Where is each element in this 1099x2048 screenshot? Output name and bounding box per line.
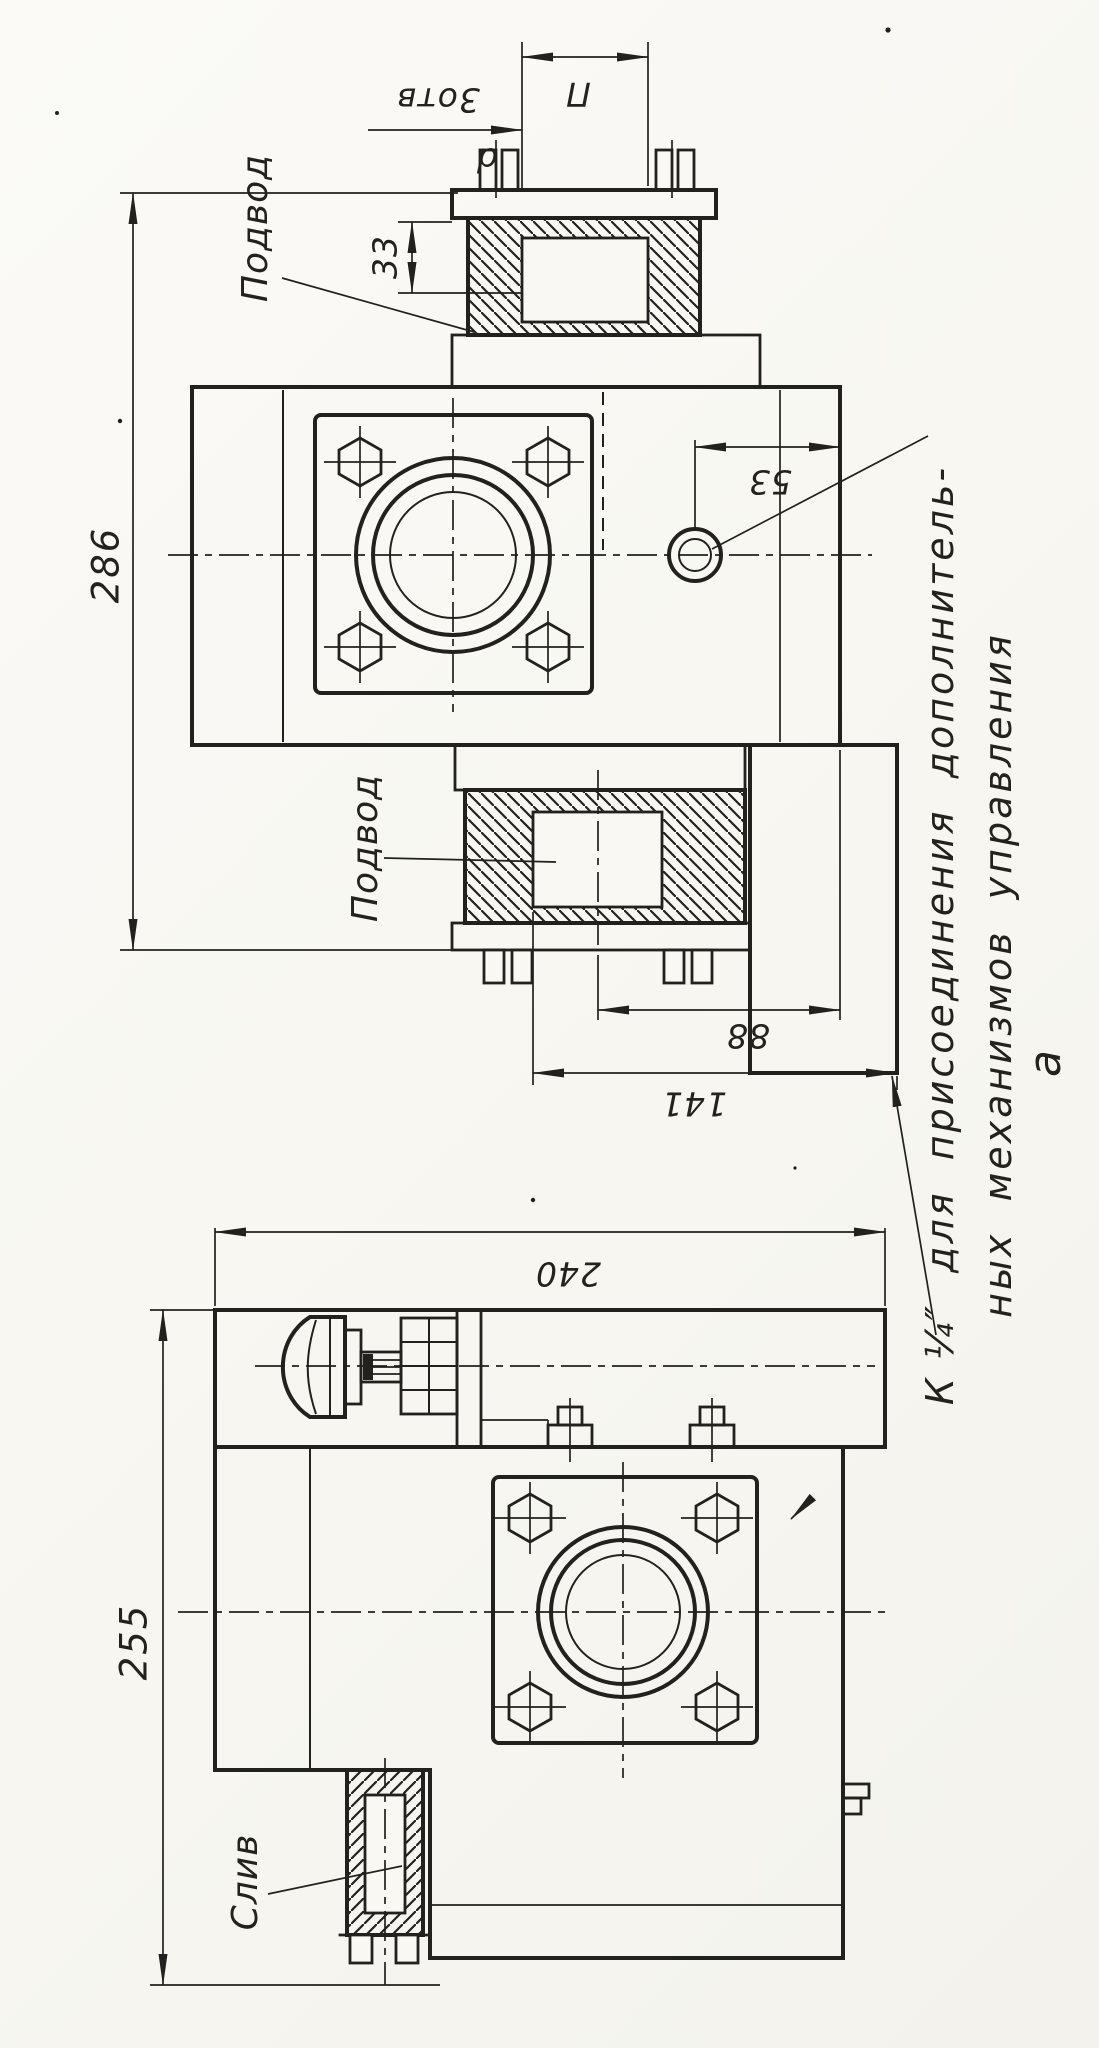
lower-body-outline [215,1310,885,1958]
lower-flange [178,1462,890,1778]
dim-holes-note: 3отв [396,80,480,120]
port-label-drain: Слив [225,1833,266,1931]
side-plug [843,1784,869,1814]
dim-flange-depth: 33 [365,235,405,279]
figure-sublabel: а [1020,1047,1071,1077]
dim-overall-width-lower: 240 [535,1254,601,1294]
port-label-supply-top: Подвод [235,153,276,303]
dim-overall-height-lower: 255 [112,1603,156,1681]
step-studs [548,1398,734,1462]
podvod-top-leader [282,278,474,332]
lower-view-linework [178,1310,890,1985]
dim-port-to-edge: 88 [726,1016,770,1056]
dim-overall-height-upper: 286 [84,526,128,604]
dim-overall-width-upper: 141 [661,1084,727,1124]
port-label-supply-bottom: Подвод [345,773,386,923]
dim-hole-diameter: d [476,140,498,180]
dim-port-offset: 53 [748,462,792,502]
handwheel-assembly [255,1310,875,1447]
main-body-block [168,387,872,745]
right-foot-block [750,745,897,1073]
figure-caption-line2: ных механизмов управления [976,632,1020,1318]
dim-bore-width: П [565,74,591,114]
top-port-section [452,140,760,387]
drain-port-section [340,1758,430,1985]
figure-caption-line1: К ¼″ для присоединения дополнитель- [918,464,962,1406]
bottom-port-section [452,745,750,983]
caption-leader-lower [791,1504,806,1519]
caption-leader-upper [712,436,928,549]
